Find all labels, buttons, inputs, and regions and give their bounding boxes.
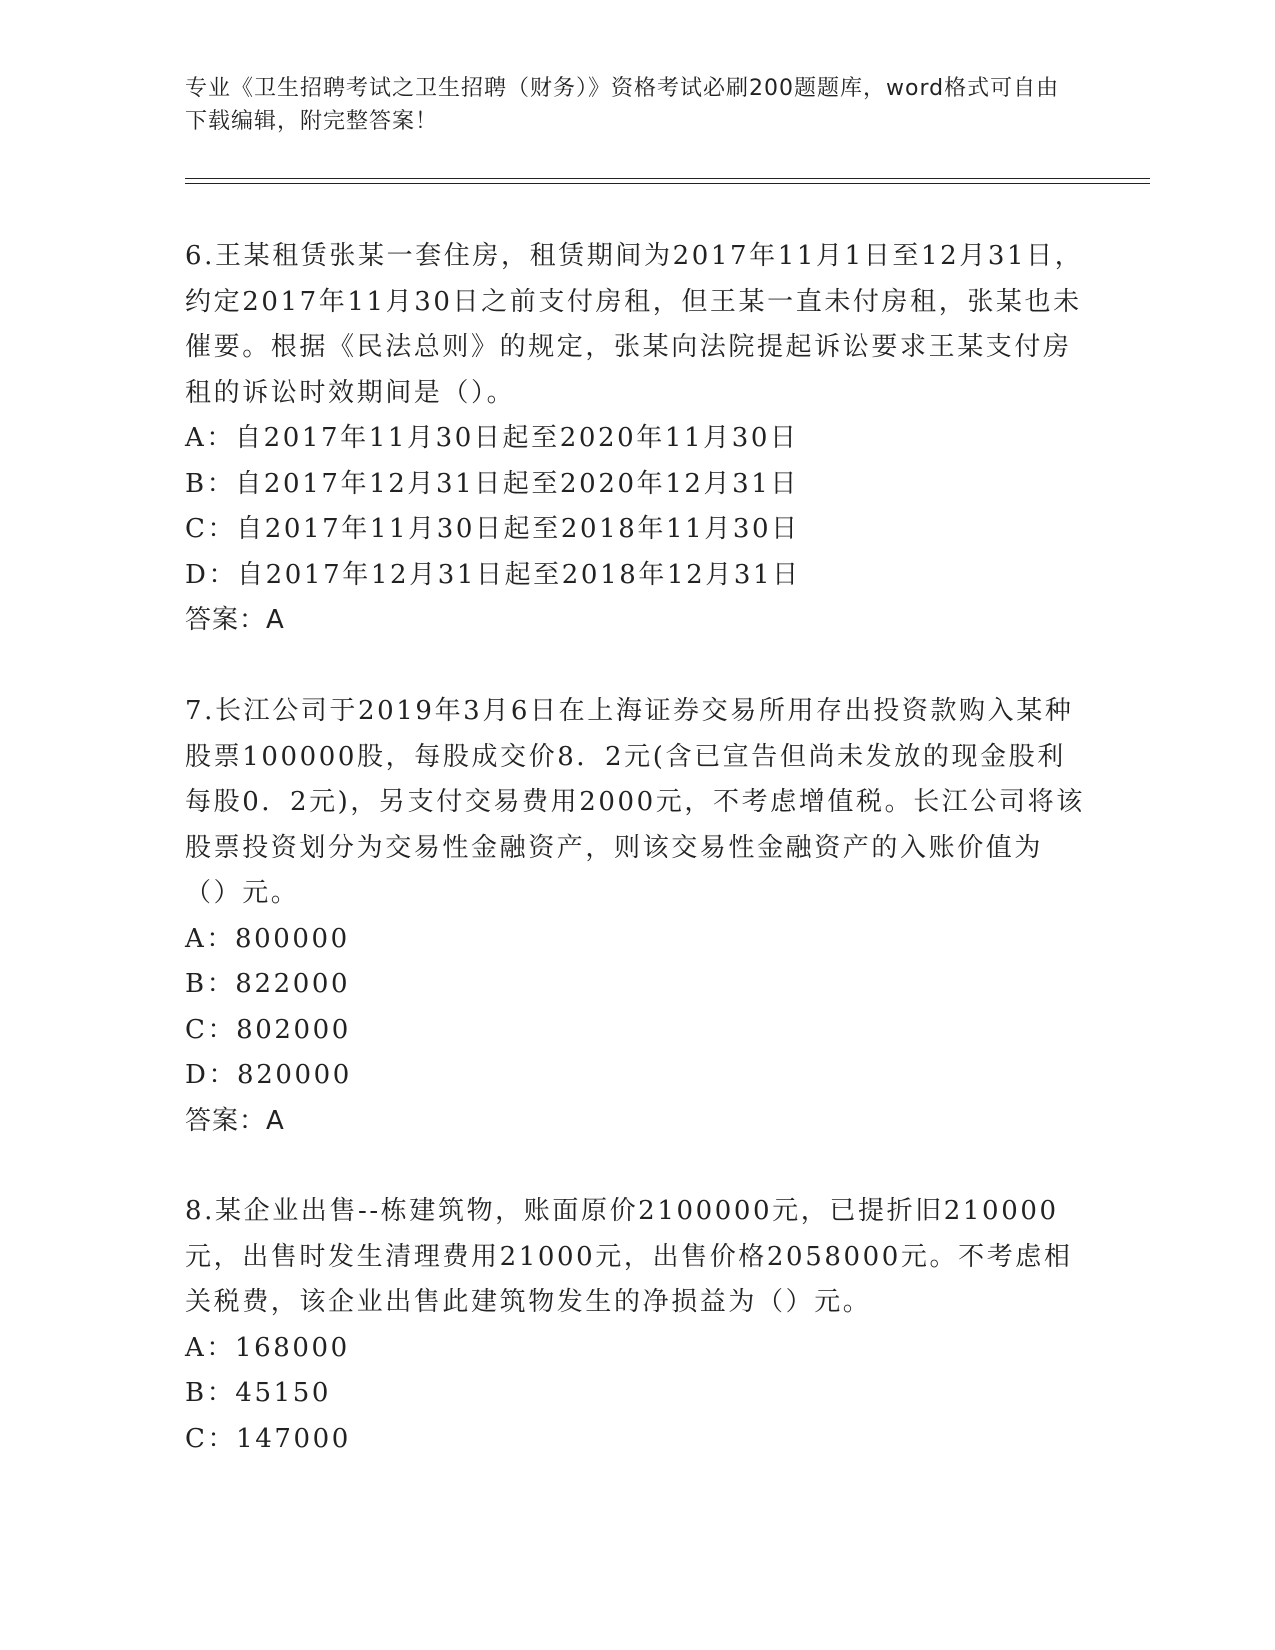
question-text: 8.某企业出售--栋建筑物，账面原价2100000元，已提折旧210000元，出售时发生清理费用21000元，出售价格2058000元。不考虑相关税费，该企业出售此建筑物发生的净损益为（）元。 bbox=[185, 1196, 1073, 1317]
option-d: D：自2017年12月31日起至2018年12月31日 bbox=[185, 559, 801, 590]
header-divider bbox=[185, 178, 1150, 179]
header-divider bbox=[185, 183, 1150, 184]
question-text: 7.长江公司于2019年3月6日在上海证券交易所用存出投资款购入某种股票100000股，每股成交价8．2元(含已宣告但尚未发放的现金股利每股0．2元)，另支付交易费用2000元，不考虑增值税。长江公司将该股票投资划分为交易性金融资产，则该交易性金融资产的入账价值为（）元。 bbox=[185, 696, 1085, 908]
question-8 bbox=[185, 1189, 1085, 1462]
option-c: C：自2017年11月30日起至2018年11月30日 bbox=[185, 514, 800, 544]
option-a: A：800000 bbox=[185, 923, 350, 954]
option-b: B：45150 bbox=[185, 1378, 332, 1408]
answer-line: 答案：A bbox=[185, 605, 285, 635]
header-title: 专业《卫生招聘考试之卫生招聘（财务）》资格考试必刷200题题库，word格式可自由下载编辑，附完整答案！ bbox=[185, 76, 1060, 134]
option-d: D：820000 bbox=[185, 1060, 352, 1090]
question-7 bbox=[185, 689, 1085, 1144]
question-text: 6.王某租赁张某一套住房，租赁期间为2017年11月1日至12月31日，约定2017年11月30日之前支付房租，但王某一直未付房租，张某也未催要。根据《民法总则》的规定，张某向法院提起诉讼要求王某支付房租的诉讼时效期间是（）。 bbox=[185, 241, 1084, 408]
document-header bbox=[185, 72, 1065, 138]
answer-line: 答案：A bbox=[185, 1105, 285, 1136]
option-b: B：自2017年12月31日起至2020年12月31日 bbox=[185, 468, 799, 499]
option-c: C：147000 bbox=[185, 1423, 351, 1454]
option-a: A：自2017年11月30日起至2020年11月30日 bbox=[185, 423, 799, 453]
option-b: B：822000 bbox=[185, 969, 351, 999]
question-6 bbox=[185, 234, 1085, 644]
option-c: C：802000 bbox=[185, 1014, 351, 1045]
option-a: A：168000 bbox=[185, 1332, 350, 1363]
